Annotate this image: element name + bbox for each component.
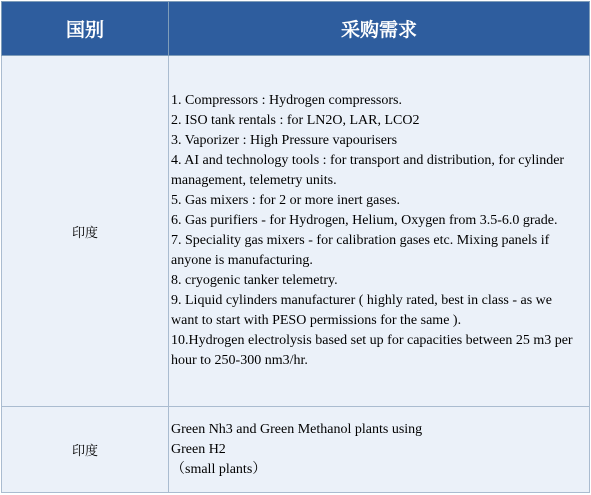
need-item: 3. Vaporizer : High Pressure vapourisers (171, 133, 398, 148)
need-item: 1. Compressors : Hydrogen compressors. (171, 93, 402, 108)
need-item: 5. Gas mixers : for 2 or more inert gases. (171, 193, 400, 208)
need-item: Green Nh3 and Green Methanol plants using (171, 421, 423, 437)
header-row (2, 2, 590, 56)
need-item: 6. Gas purifiers - for Hydrogen, Helium, Oxygen from 3.5-6.0 grade. (171, 213, 558, 228)
table-row (2, 407, 590, 493)
header-needs: 采购需求 (169, 2, 590, 56)
table-row (2, 56, 590, 407)
need-item: 4. AI and technology tools : for transport and distribution, for cylinder management, telemetry units. (171, 153, 565, 188)
need-item: （small plants） (171, 461, 267, 477)
need-item: Green H2 (171, 441, 226, 457)
country-cell: 印度 (2, 56, 169, 407)
procurement-table (1, 1, 590, 493)
country-cell: 印度 (2, 407, 169, 493)
need-item: 9. Liquid cylinders manufacturer ( highly rated, best in class - as we want to start with PESO permissions for the same ). (171, 293, 552, 328)
needs-cell (169, 56, 590, 407)
needs-cell (169, 407, 590, 493)
need-item: 2. ISO tank rentals : for LN2O, LAR, LCO2 (171, 113, 420, 128)
need-item: 10.Hydrogen electrolysis based set up for capacities between 25 m3 per hour to 250-300 nm3/hr. (171, 333, 573, 368)
need-item: 7. Speciality gas mixers - for calibration gases etc. Mixing panels if anyone is manufacturing. (171, 233, 550, 268)
header-country: 国别 (2, 2, 169, 56)
need-item: 8. cryogenic tanker telemetry. (171, 273, 338, 288)
